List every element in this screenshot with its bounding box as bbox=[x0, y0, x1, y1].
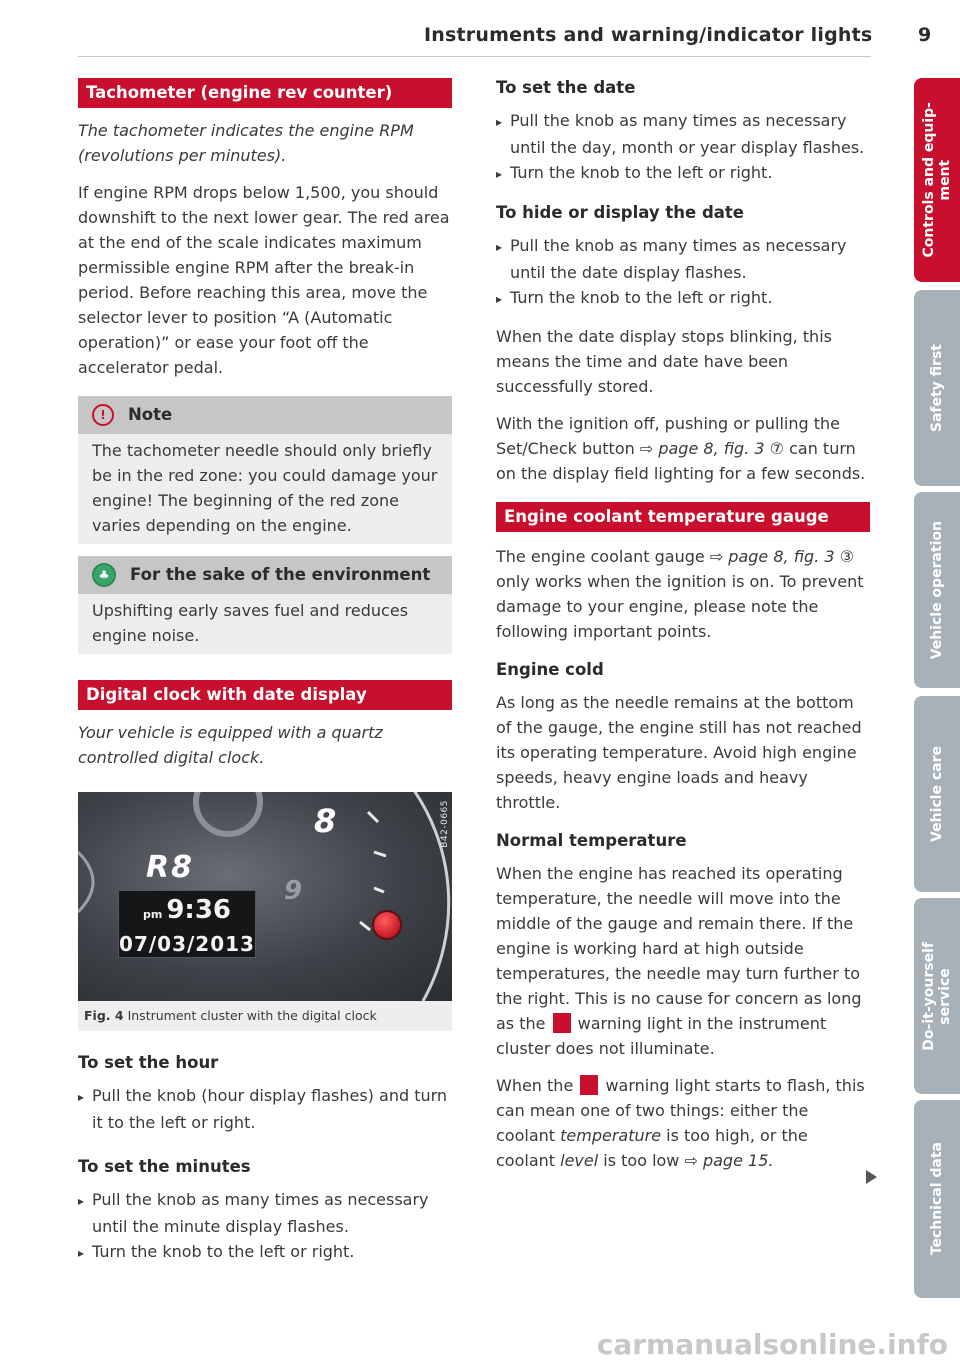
clock-date: 07/03/2013 bbox=[119, 932, 255, 956]
instrument-cluster-figure bbox=[78, 792, 452, 1001]
tab-safety-first[interactable] bbox=[914, 290, 960, 486]
normal-temperature-paragraph: When the engine has reached its operating temperature, the needle will move into the middle of the gauge and remain there. If the engine is working hard at high outside temperatures, the needle may turn further to the right. This is no cause for concern as long as the warning light in the instrument cluster does not illuminate. bbox=[496, 864, 862, 1058]
tab-vehicle-care[interactable] bbox=[914, 696, 960, 892]
warning-flash-paragraph: When the warning light starts to flash, this can mean one of two things: either the coolant temperature is too high, or the coolant level is too low ⇨ page 15. bbox=[496, 1076, 865, 1170]
note-title-label: Note bbox=[128, 405, 173, 424]
date-stored-paragraph: When the date display stops blinking, this means the time and date have been successfully stored. bbox=[496, 327, 832, 396]
coolant-paragraph: The engine coolant gauge ⇨ page 8, fig. 3 ③ only works when the ignition is on. To prevent damage to your engine, please note the following important points. bbox=[496, 547, 864, 641]
subhead-normal-temperature: Normal temperature bbox=[496, 831, 687, 850]
environment-title-label: For the sake of the environment bbox=[130, 565, 431, 584]
note-box bbox=[78, 396, 452, 544]
engine-cold-paragraph: As long as the needle remains at the bottom of the gauge, the engine still has not reached its operating temperature. Avoid high engine speeds, heavy engine loads and heavy throttle. bbox=[496, 693, 862, 812]
tab-label: Technical data bbox=[929, 1142, 945, 1256]
gauge-number-9: 9 bbox=[284, 876, 303, 906]
clock-intro: Your vehicle is equipped with a quartz controlled digital clock. bbox=[78, 723, 383, 767]
subhead-engine-cold: Engine cold bbox=[496, 660, 604, 679]
left-column bbox=[78, 78, 452, 1266]
environment-leaf-icon: ♣ bbox=[92, 563, 116, 587]
section-heading-coolant: Engine coolant temperature gauge bbox=[496, 502, 870, 532]
caution-icon: ! bbox=[92, 404, 114, 426]
right-column bbox=[496, 72, 870, 1173]
coolant-page-link[interactable]: ⇨ page 8, fig. 3 ③ bbox=[709, 547, 854, 566]
bullet-set-minutes-2: ▸ Turn the knob to the left or right. bbox=[78, 1239, 452, 1266]
ignition-page-link[interactable]: ⇨ page 8, fig. 3 ⑦ bbox=[639, 439, 784, 458]
subhead-hide-date: To hide or display the date bbox=[496, 203, 744, 222]
tab-label: Controls and equip- ment bbox=[921, 102, 953, 258]
subhead-set-hour: To set the hour bbox=[78, 1053, 219, 1072]
tab-vehicle-operation[interactable] bbox=[914, 492, 960, 688]
environment-title bbox=[78, 556, 452, 594]
clock-pm: pm bbox=[142, 908, 163, 921]
clock-time: 9:36 bbox=[166, 895, 231, 925]
page-number: 9 bbox=[918, 24, 932, 46]
bullet-set-minutes-1: ▸ Pull the knob as many times as necessary until the minute display flashes. bbox=[78, 1187, 452, 1239]
coolant-level-page-link[interactable]: ⇨ page 15. bbox=[684, 1151, 774, 1170]
bullet-set-hour-1: ▸ Pull the knob (hour display flashes) and turn it to the left or right. bbox=[78, 1083, 452, 1135]
continue-arrow-icon bbox=[866, 1170, 877, 1184]
bullet-set-date-1: ▸ Pull the knob as many times as necessary until the day, month or year display flashes. bbox=[496, 108, 870, 160]
tab-technical-data[interactable] bbox=[914, 1100, 960, 1298]
tab-label: Do-it-yourself service bbox=[921, 941, 953, 1051]
figure-code: B42-0665 bbox=[440, 800, 450, 848]
coolant-warning-icon bbox=[580, 1075, 598, 1095]
section-heading-tachometer: Tachometer (engine rev counter) bbox=[78, 78, 452, 108]
subhead-set-minutes: To set the minutes bbox=[78, 1157, 251, 1176]
coolant-warning-icon bbox=[553, 1013, 571, 1033]
bullet-set-date-2: ▸ Turn the knob to the left or right. bbox=[496, 160, 870, 187]
watermark: carmanualsonline.info bbox=[596, 1328, 948, 1361]
tab-label: Vehicle operation bbox=[929, 520, 945, 660]
digital-clock-display bbox=[118, 890, 256, 958]
figure-caption bbox=[78, 1001, 452, 1031]
bullet-hide-date-2: ▸ Turn the knob to the left or right. bbox=[496, 285, 870, 312]
note-body: The tachometer needle should only briefly be in the red zone: you could damage your engine! The beginning of the red zone varies depending on the engine. bbox=[92, 441, 438, 535]
tab-label: Safety first bbox=[929, 343, 945, 433]
figure-caption-text: Instrument cluster with the digital clock bbox=[127, 1008, 377, 1023]
subhead-set-date: To set the date bbox=[496, 78, 636, 97]
environment-body: Upshifting early saves fuel and reduces engine noise. bbox=[92, 601, 409, 645]
figure-caption-label: Fig. 4 bbox=[84, 1008, 124, 1023]
gauge-number-8: 8 bbox=[314, 802, 337, 840]
page-header-title: Instruments and warning/indicator lights bbox=[424, 24, 873, 46]
section-heading-digital-clock: Digital clock with date display bbox=[78, 680, 452, 710]
tab-label: Vehicle care bbox=[929, 746, 945, 842]
header-divider bbox=[78, 56, 871, 57]
bullet-hide-date-1: ▸ Pull the knob as many times as necessary until the date display flashes. bbox=[496, 233, 870, 285]
tachometer-intro: The tachometer indicates the engine RPM (revolutions per minutes). bbox=[78, 121, 414, 165]
note-title bbox=[78, 396, 452, 434]
ignition-paragraph: With the ignition off, pushing or pulling the Set/Check button ⇨ page 8, fig. 3 ⑦ can turn on the display field lighting for a few seconds. bbox=[496, 414, 866, 483]
environment-box bbox=[78, 556, 452, 654]
warning-lamp-icon bbox=[372, 910, 402, 940]
tab-controls-and-equipment[interactable] bbox=[914, 78, 960, 282]
r8-logo: R8 bbox=[146, 850, 194, 885]
tachometer-body: If engine RPM drops below 1,500, you should downshift to the next lower gear. The red area at the end of the scale indicates maximum permissible engine RPM after the break-in period. Before reaching this area, move the selector lever to position “A (Automatic operation)” or ease your foot off the accelerator pedal. bbox=[78, 183, 450, 377]
tab-do-it-yourself-service[interactable] bbox=[914, 898, 960, 1094]
